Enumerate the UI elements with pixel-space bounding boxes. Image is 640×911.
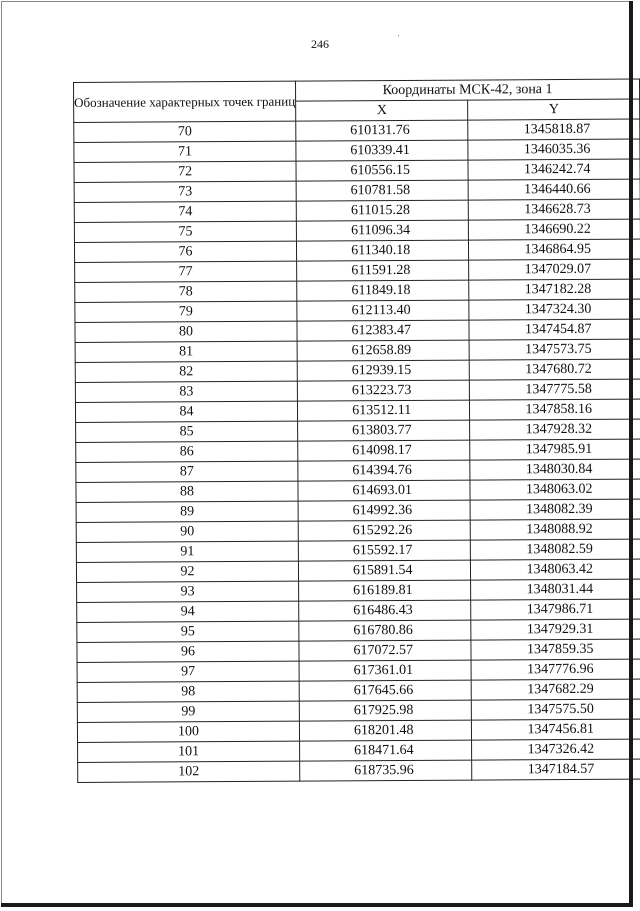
point-number-cell: 72	[74, 161, 296, 182]
point-number-cell: 77	[75, 261, 297, 282]
table-row	[77, 699, 640, 722]
point-number-cell: 99	[77, 701, 299, 722]
y-coordinate-cell: 1347986.71	[471, 599, 640, 620]
point-number-cell: 100	[77, 721, 299, 742]
y-coordinate-cell: 1346440.66	[469, 179, 640, 200]
y-coordinate-cell: 1347326.42	[472, 739, 640, 760]
point-number-cell: 76	[74, 241, 296, 262]
table-row	[77, 619, 640, 642]
y-coordinate-cell: 1347859.35	[471, 639, 640, 660]
table-row	[75, 379, 640, 402]
point-number-cell: 84	[75, 401, 297, 422]
x-coordinate-cell: 616486.43	[299, 600, 472, 621]
x-coordinate-cell: 612939.15	[297, 360, 470, 381]
table-row	[76, 559, 640, 582]
x-coordinate-cell: 614992.36	[298, 500, 471, 521]
x-coordinate-cell: 614098.17	[298, 440, 471, 461]
coordinates-table	[73, 79, 640, 783]
table-row	[76, 519, 640, 542]
y-coordinate-cell: 1347858.16	[470, 399, 640, 420]
x-coordinate-cell: 618735.96	[300, 760, 473, 781]
y-column-header: Y	[468, 99, 640, 120]
point-number-cell: 85	[76, 421, 298, 442]
x-coordinate-cell: 618201.48	[299, 720, 472, 741]
table-row	[74, 239, 640, 262]
table-row	[75, 259, 640, 282]
x-coordinate-cell: 611849.18	[297, 280, 470, 301]
y-coordinate-cell: 1347575.50	[472, 699, 640, 720]
y-coordinate-cell: 1348063.42	[471, 559, 640, 580]
x-coordinate-cell: 618471.64	[300, 740, 473, 761]
point-number-cell: 74	[74, 201, 296, 222]
point-number-cell: 71	[74, 141, 296, 162]
y-coordinate-cell: 1347573.75	[470, 339, 640, 360]
y-coordinate-cell: 1347456.81	[472, 719, 640, 740]
y-coordinate-cell: 1347454.87	[469, 319, 640, 340]
table-row	[78, 759, 640, 782]
table-row	[76, 419, 640, 442]
table-row	[75, 399, 640, 422]
y-coordinate-cell: 1346628.73	[469, 199, 640, 220]
x-coordinate-cell: 610781.58	[296, 180, 469, 201]
point-number-cell: 101	[78, 741, 300, 762]
table-row	[74, 159, 640, 182]
table-row	[74, 219, 640, 242]
point-number-cell: 92	[76, 561, 298, 582]
table-row	[75, 339, 640, 362]
table-row	[76, 459, 640, 482]
table-row	[75, 359, 640, 382]
table-row	[77, 679, 640, 702]
y-coordinate-cell: 1346035.36	[468, 139, 640, 160]
table-row	[78, 739, 640, 762]
point-number-cell: 81	[75, 341, 297, 362]
y-coordinate-cell: 1348031.44	[471, 579, 640, 600]
point-number-cell: 93	[77, 581, 299, 602]
point-number-cell: 75	[74, 221, 296, 242]
y-coordinate-cell: 1347680.72	[470, 359, 640, 380]
y-coordinate-cell: 1348088.92	[471, 519, 640, 540]
x-coordinate-cell: 610131.76	[296, 120, 469, 141]
y-coordinate-cell: 1346864.95	[469, 239, 640, 260]
y-coordinate-cell: 1347324.30	[469, 299, 640, 320]
point-number-cell: 79	[75, 301, 297, 322]
y-coordinate-cell: 1345818.87	[468, 119, 640, 140]
x-coordinate-cell: 616189.81	[299, 580, 472, 601]
page-number: 246	[311, 37, 329, 51]
point-number-cell: 86	[76, 441, 298, 462]
table-row	[74, 179, 640, 202]
x-coordinate-cell: 616780.86	[299, 620, 472, 641]
y-coordinate-cell: 1347929.31	[471, 619, 640, 640]
x-coordinate-cell: 614693.01	[298, 480, 471, 501]
point-number-cell: 89	[76, 501, 298, 522]
x-coordinate-cell: 610556.15	[296, 160, 469, 181]
y-coordinate-cell: 1347182.28	[469, 279, 640, 300]
table-row	[77, 579, 640, 602]
table-row	[76, 479, 640, 502]
point-number-cell: 87	[76, 461, 298, 482]
x-coordinate-cell: 615891.54	[298, 560, 471, 581]
y-coordinate-cell: 1347776.96	[471, 659, 640, 680]
table-row	[75, 299, 640, 322]
x-coordinate-cell: 617645.66	[299, 680, 472, 701]
table-row	[74, 199, 640, 222]
y-coordinate-cell: 1348063.02	[470, 479, 640, 500]
y-coordinate-cell: 1347184.57	[472, 759, 640, 780]
x-coordinate-cell: 611591.28	[297, 260, 470, 281]
table-row	[76, 499, 640, 522]
scan-speck	[398, 35, 399, 36]
x-coordinate-cell: 613512.11	[297, 400, 470, 421]
x-coordinate-cell: 612658.89	[297, 340, 470, 361]
x-coordinate-cell: 615292.26	[298, 520, 471, 541]
point-number-cell: 73	[74, 181, 296, 202]
point-number-cell: 102	[78, 761, 300, 782]
x-coordinate-cell: 612383.47	[297, 320, 470, 341]
y-coordinate-cell: 1348030.84	[470, 459, 640, 480]
x-coordinate-cell: 611015.28	[296, 200, 469, 221]
x-coordinate-cell: 617072.57	[299, 640, 472, 661]
x-coordinate-cell: 615592.17	[298, 540, 471, 561]
point-number-cell: 88	[76, 481, 298, 502]
table-row	[77, 639, 640, 662]
y-coordinate-cell: 1347985.91	[470, 439, 640, 460]
x-column-header: X	[296, 100, 469, 121]
point-number-cell: 80	[75, 321, 297, 342]
coordinates-system-header: Координаты МСК-42, зона 1	[296, 79, 640, 101]
table-row	[75, 279, 640, 302]
table-row	[76, 539, 640, 562]
y-coordinate-cell: 1347682.29	[472, 679, 640, 700]
point-number-cell: 96	[77, 641, 299, 662]
y-coordinate-cell: 1347775.58	[470, 379, 640, 400]
table-row	[76, 439, 640, 462]
point-number-cell: 90	[76, 521, 298, 542]
point-number-cell: 91	[76, 541, 298, 562]
table-row	[77, 659, 640, 682]
y-coordinate-cell: 1346242.74	[468, 159, 640, 180]
x-coordinate-cell: 613223.73	[297, 380, 470, 401]
point-number-cell: 82	[75, 361, 297, 382]
point-designation-header: Обозначение характерных точек границ	[74, 81, 296, 122]
table-row	[74, 119, 640, 142]
point-number-cell: 78	[75, 281, 297, 302]
x-coordinate-cell: 610339.41	[296, 140, 469, 161]
x-coordinate-cell: 617925.98	[299, 700, 472, 721]
point-number-cell: 94	[77, 601, 299, 622]
table-row	[77, 719, 640, 742]
y-coordinate-cell: 1348082.39	[471, 499, 640, 520]
point-number-cell: 95	[77, 621, 299, 642]
x-coordinate-cell: 611340.18	[296, 240, 469, 261]
y-coordinate-cell: 1346690.22	[469, 219, 640, 240]
x-coordinate-cell: 614394.76	[298, 460, 471, 481]
table-row	[77, 599, 640, 622]
x-coordinate-cell: 617361.01	[299, 660, 472, 681]
point-number-cell: 98	[77, 681, 299, 702]
table-row	[74, 139, 640, 162]
x-coordinate-cell: 612113.40	[297, 300, 470, 321]
x-coordinate-cell: 613803.77	[298, 420, 471, 441]
point-number-cell: 83	[75, 381, 297, 402]
point-number-cell: 70	[74, 121, 296, 142]
y-coordinate-cell: 1348082.59	[471, 539, 640, 560]
x-coordinate-cell: 611096.34	[296, 220, 469, 241]
y-coordinate-cell: 1347029.07	[469, 259, 640, 280]
table-row	[75, 319, 640, 342]
point-number-cell: 97	[77, 661, 299, 682]
y-coordinate-cell: 1347928.32	[470, 419, 640, 440]
